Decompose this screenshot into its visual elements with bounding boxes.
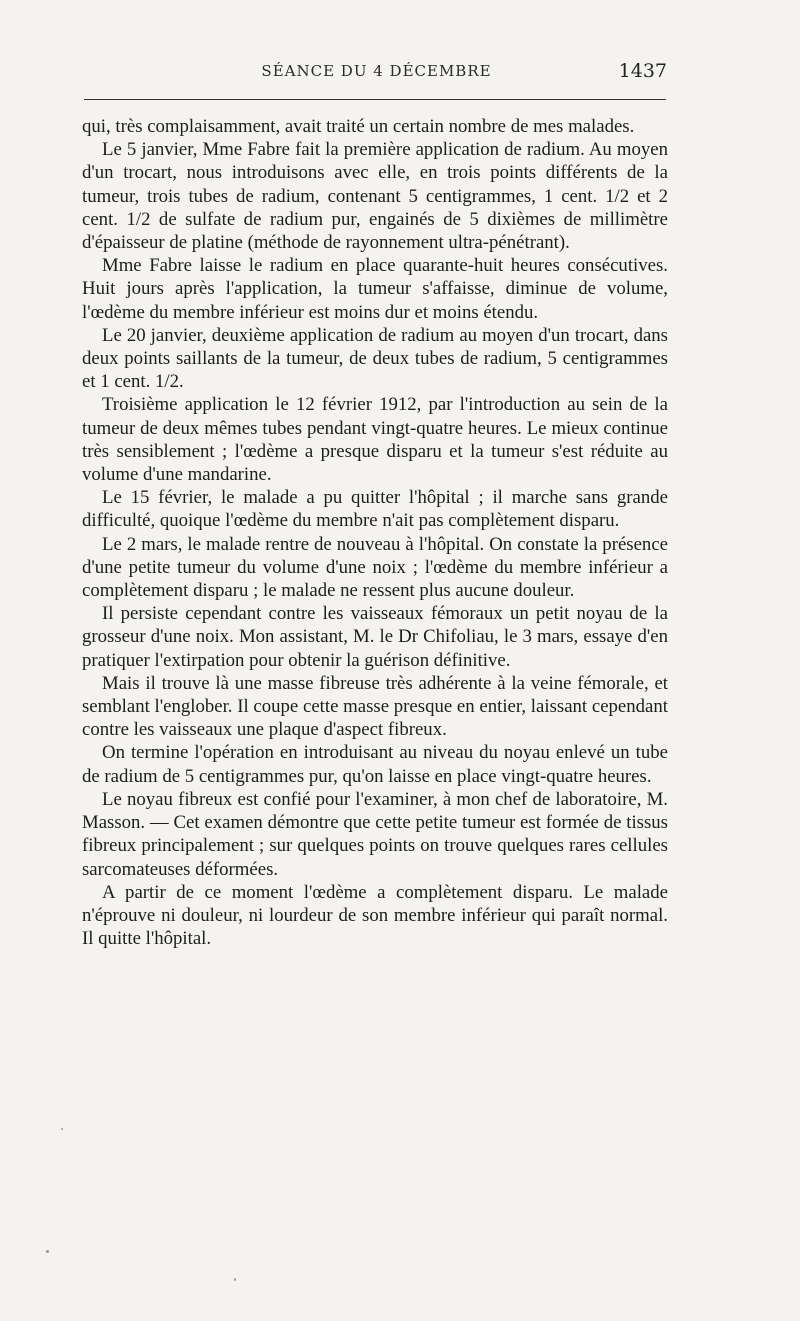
paragraph-11: Le noyau fibreux est confié pour l'examiner, à mon chef de laboratoire, M. Masson. — Cet examen démontre que cette petite tumeur est formée de tissus fibreux principalement ; sur quelques points on trouve quelques rares cellules sarcomateuses déformées. xyxy=(82,788,668,880)
running-title: SÉANCE DU 4 DÉCEMBRE xyxy=(261,62,492,80)
paragraph-6: Le 15 février, le malade a pu quitter l'hôpital ; il marche sans grande difficulté, quoique l'œdème du membre n'ait pas complètement disparu. xyxy=(82,487,668,532)
paragraph-4: Le 20 janvier, deuxième application de radium au moyen d'un trocart, dans deux points saillants de la tumeur, de deux tubes de radium, 5 centigrammes et 1 cent. 1/2. xyxy=(82,324,668,393)
body-text xyxy=(82,115,668,950)
paragraph-3: Mme Fabre laisse le radium en place quarante-huit heures consécutives. Huit jours après l'application, la tumeur s'affaisse, diminue de volume, l'œdème du membre inférieur est moins dur et moins étendu. xyxy=(82,255,668,323)
paper-speck xyxy=(61,1128,63,1130)
paragraph-5: Troisième application le 12 février 1912, par l'introduction au sein de la tumeur de deux mêmes tubes pendant vingt-quatre heures. Le mieux continue très sensiblement ; l'œdème a presque disparu et la tumeur s'est réduite au volume d'une mandarine. xyxy=(82,394,668,486)
paragraph-9: Mais il trouve là une masse fibreuse très adhérente à la veine fémorale, et semblant l'englober. Il coupe cette masse presque en entier, laissant cependant contre les vaisseaux une plaque d'aspect fibreux. xyxy=(82,672,668,741)
paragraph-10: On termine l'opération en introduisant au niveau du noyau enlevé un tube de radium de 5 centigrammes pur, qu'on laisse en place vingt-quatre heures. xyxy=(82,742,668,787)
paper-speck xyxy=(234,1278,236,1281)
page-header xyxy=(84,60,669,88)
paragraph-1: qui, très complaisamment, avait traité un certain nombre de mes malades. xyxy=(82,116,635,137)
header-rule xyxy=(84,99,666,100)
paragraph-8: Il persiste cependant contre les vaisseaux fémoraux un petit noyau de la grosseur d'une noix. Mon assistant, M. le Dr Chifoliau, le 3 mars, essaye d'en pratiquer l'extirpation pour obtenir la guérison définitive. xyxy=(82,603,668,671)
page-number: 1437 xyxy=(618,60,667,82)
paragraph-7: Le 2 mars, le malade rentre de nouveau à l'hôpital. On constate la présence d'une petite tumeur du volume d'une noix ; l'œdème du membre inférieur a complètement disparu ; le malade ne ressent plus aucune douleur. xyxy=(82,533,668,602)
paragraph-12: A partir de ce moment l'œdème a complètement disparu. Le malade n'éprouve ni douleur, ni lourdeur de son membre inférieur qui paraît normal. Il quitte l'hôpital. xyxy=(82,881,668,950)
paper-speck xyxy=(46,1250,49,1253)
paragraph-2: Le 5 janvier, Mme Fabre fait la première application de radium. Au moyen d'un trocart, nous introduisons avec elle, en trois points différents de la tumeur, trois tubes de radium, contenant 5 centigrammes, 1 cent. 1/2 et 2 cent. 1/2 de sulfate de radium pur, engainés de 5 dixièmes de millimètre d'épaisseur de platine (méthode de rayonnement ultra-pénétrant). xyxy=(82,139,668,254)
